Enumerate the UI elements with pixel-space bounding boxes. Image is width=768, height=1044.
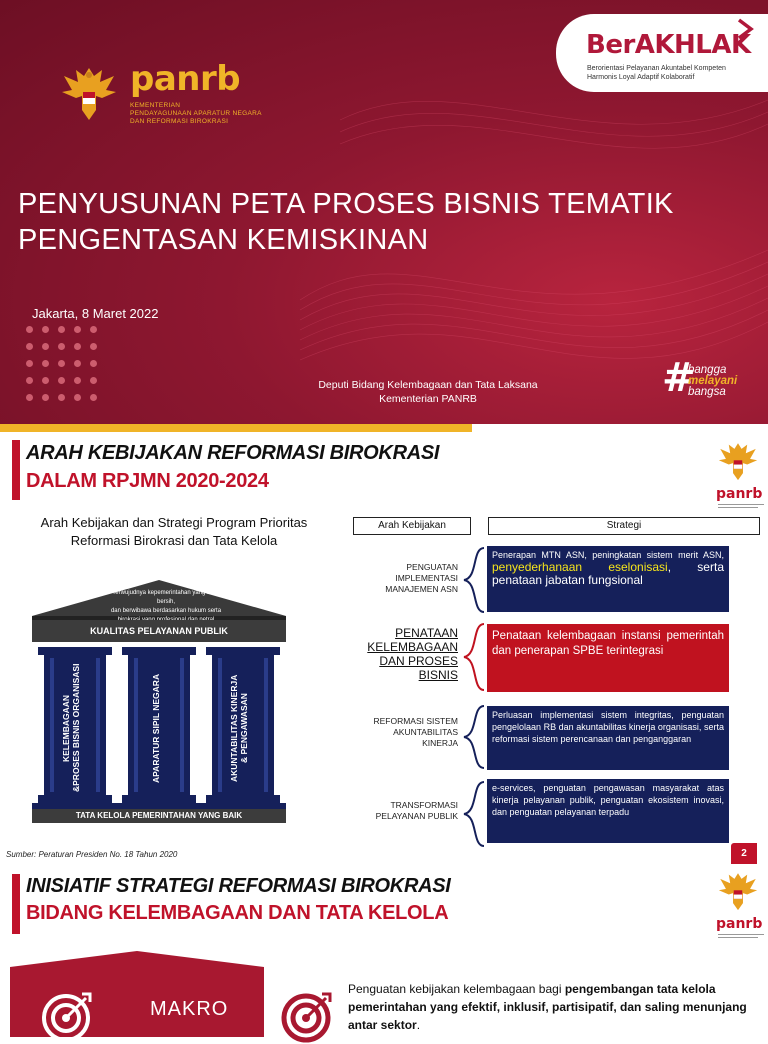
chevron-right-icon xyxy=(736,18,754,40)
strategic-initiatives-slide xyxy=(0,864,768,1032)
brand-name: panrb xyxy=(716,486,763,502)
title-accent-bar xyxy=(12,874,20,934)
brand-name: panrb xyxy=(716,916,763,932)
pillar-label-line: AKUNTABILITAS KINERJA xyxy=(229,674,239,782)
ministry-line: DAN REFORMASI BIROKRASI xyxy=(130,118,229,125)
header-policy-direction: Arah Kebijakan xyxy=(353,517,471,535)
garuda-emblem-icon xyxy=(716,438,760,484)
panrb-logo-small xyxy=(712,438,764,518)
target-icon xyxy=(40,988,96,1044)
brace-icon xyxy=(460,780,488,848)
roof-text-line: dan berwibawa berdasarkan hukum serta xyxy=(110,608,222,614)
ministry-line: KEMENTERIAN xyxy=(130,102,181,109)
label-line: DAN PROSES xyxy=(379,654,458,668)
initiative-description xyxy=(348,980,748,1034)
reform-pillars-diagram xyxy=(28,580,298,828)
ministry-line: PENDAYAGUNAAN APARATUR NEGARA xyxy=(130,110,262,117)
berakhlak-badge xyxy=(556,14,768,92)
label-line: REFORMASI SISTEM xyxy=(373,716,458,726)
presenter-unit: Deputi Bidang Kelembagaan dan Tata Laksana xyxy=(318,379,538,391)
presenter-ministry: Kementerian PANRB xyxy=(379,393,477,405)
brace-icon xyxy=(460,704,488,770)
public-service-quality-beam: KUALITAS PELAYANAN PUBLIK xyxy=(32,620,286,642)
description-emphasis: pengembangan tata kelola pemerintahan yang efektif, inklusif, partisipatif, dan saling menunjang antar sektor xyxy=(348,982,747,1032)
strategy-asn-box xyxy=(487,546,729,612)
presenter-info xyxy=(300,378,556,406)
pillar-institution-label xyxy=(61,662,87,794)
presentation-date: Jakarta, 8 Maret 2022 xyxy=(32,306,159,321)
policy-public-service-label xyxy=(340,800,458,822)
diagram-heading-line: Reformasi Birokrasi dan Tata Kelola xyxy=(70,533,278,548)
panrb-logo xyxy=(58,59,262,126)
strategy-text: Penerapan MTN ASN, peningkatan sistem merit ASN, xyxy=(492,550,724,560)
label-line: KELEMBAGAAN xyxy=(367,640,458,654)
bangga-melayani-bangsa-logo xyxy=(662,355,762,402)
pillar-label-line: KELEMBAGAAN xyxy=(61,694,71,762)
berakhlak-title: BerAKHLAK xyxy=(586,30,751,60)
berakhlak-values-line: Harmonis Loyal Adaptif Kolaboratif xyxy=(587,74,695,81)
berakhlak-values-line: Berorientasi Pelayanan Akuntabel Kompeten xyxy=(587,65,726,72)
diagram-heading-line: Arah Kebijakan dan Strategi Program Prioritas xyxy=(40,515,308,530)
diagram-heading xyxy=(14,514,334,550)
brace-icon xyxy=(460,546,488,614)
hashtag-icon: # xyxy=(662,355,696,401)
label-line: PELAYANAN PUBLIK xyxy=(375,811,458,821)
pillar-asn-label: APARATUR SIPIL NEGARA xyxy=(151,673,161,783)
label-line: PENATAAN xyxy=(395,626,458,640)
strategy-highlight: penyederhanaan eselonisasi xyxy=(492,560,668,574)
label-line: TRANSFORMASI xyxy=(390,800,458,810)
label-line: AKUNTABILITAS xyxy=(393,727,458,737)
panrb-logo-small xyxy=(712,868,764,948)
slide-title: INISIATIF STRATEGI REFORMASI BIROKRASI xyxy=(26,875,451,897)
page-number: 2 xyxy=(731,843,757,864)
policy-institution-label xyxy=(340,626,458,682)
source-note: Sumber: Peraturan Presiden No. 18 Tahun 2020 xyxy=(6,850,178,859)
brand-name: panrb xyxy=(130,59,241,99)
description-text: Penguatan kebijakan kelembagaan bagi xyxy=(348,982,565,996)
presentation-title xyxy=(18,186,718,258)
label-line: MANAJEMEN ASN xyxy=(385,584,458,594)
garuda-emblem-icon xyxy=(716,868,760,914)
policy-direction-slide xyxy=(0,432,768,864)
slide-subtitle: BIDANG KELEMBAGAAN DAN TATA KELOLA xyxy=(26,902,449,924)
pillar-label-line: &PROSES BISNIS ORGANISASI xyxy=(71,663,81,793)
label-line: PENGUATAN xyxy=(406,562,458,572)
tagline-word: melayani xyxy=(688,375,738,387)
berakhlak-values xyxy=(587,64,763,82)
title-line: PENGENTASAN KEMISKINAN xyxy=(18,224,429,256)
tagline-word: bangga xyxy=(688,364,727,376)
brace-icon xyxy=(460,622,488,692)
good-governance-base: TATA KELOLA PEMERINTAHAN YANG BAIK xyxy=(32,809,286,823)
label-line: IMPLEMENTASI xyxy=(395,573,458,583)
strategy-text: , serta penataan jabatan fungsional xyxy=(492,560,724,587)
strategy-institution-box: Penataan kelembagaan instansi pemerintah dan penerapan SPBE terintegrasi xyxy=(487,624,729,692)
slide-title: ARAH KEBIJAKAN REFORMASI BIROKRASI xyxy=(26,442,440,464)
dot-grid-decoration xyxy=(26,326,106,416)
title-accent-bar xyxy=(12,440,20,500)
slide-subtitle: DALAM RPJMN 2020-2024 xyxy=(26,470,269,492)
roof-text-line: Terwujudnya kepemerintahan yang baik, bersih, xyxy=(112,590,220,605)
strategy-accountability-box: Perluasan implementasi sistem integritas, penguatan pengelolaan RB dan akuntabilitas kinerja organisasi, serta reformasi sistem perencanaan dan penganggaran xyxy=(487,706,729,770)
strategy-public-service-box: e-services, penguatan pengawasan masyarakat atas kinerja pelayanan publik, penguatan ekosistem inovasi, dan penguatan pelayanan terpadu xyxy=(487,779,729,843)
header-strategy: Strategi xyxy=(488,517,760,535)
bottom-bar-accent xyxy=(0,424,472,432)
tagline-word: bangsa xyxy=(688,386,726,398)
garuda-emblem-icon xyxy=(58,62,120,124)
title-line: PENYUSUNAN PETA PROSES BISNIS TEMATIK xyxy=(18,188,674,220)
policy-asn-label xyxy=(340,562,458,595)
title-slide xyxy=(0,0,768,432)
makro-label: MAKRO xyxy=(150,998,229,1020)
pillar-accountability-label xyxy=(229,662,255,794)
label-line: KINERJA xyxy=(422,738,458,748)
pillar-label-line: & PENGAWASAN xyxy=(239,693,249,763)
policy-accountability-label xyxy=(340,716,458,749)
description-text: . xyxy=(416,1018,421,1032)
target-icon xyxy=(280,988,336,1044)
label-line: BISNIS xyxy=(418,668,458,682)
